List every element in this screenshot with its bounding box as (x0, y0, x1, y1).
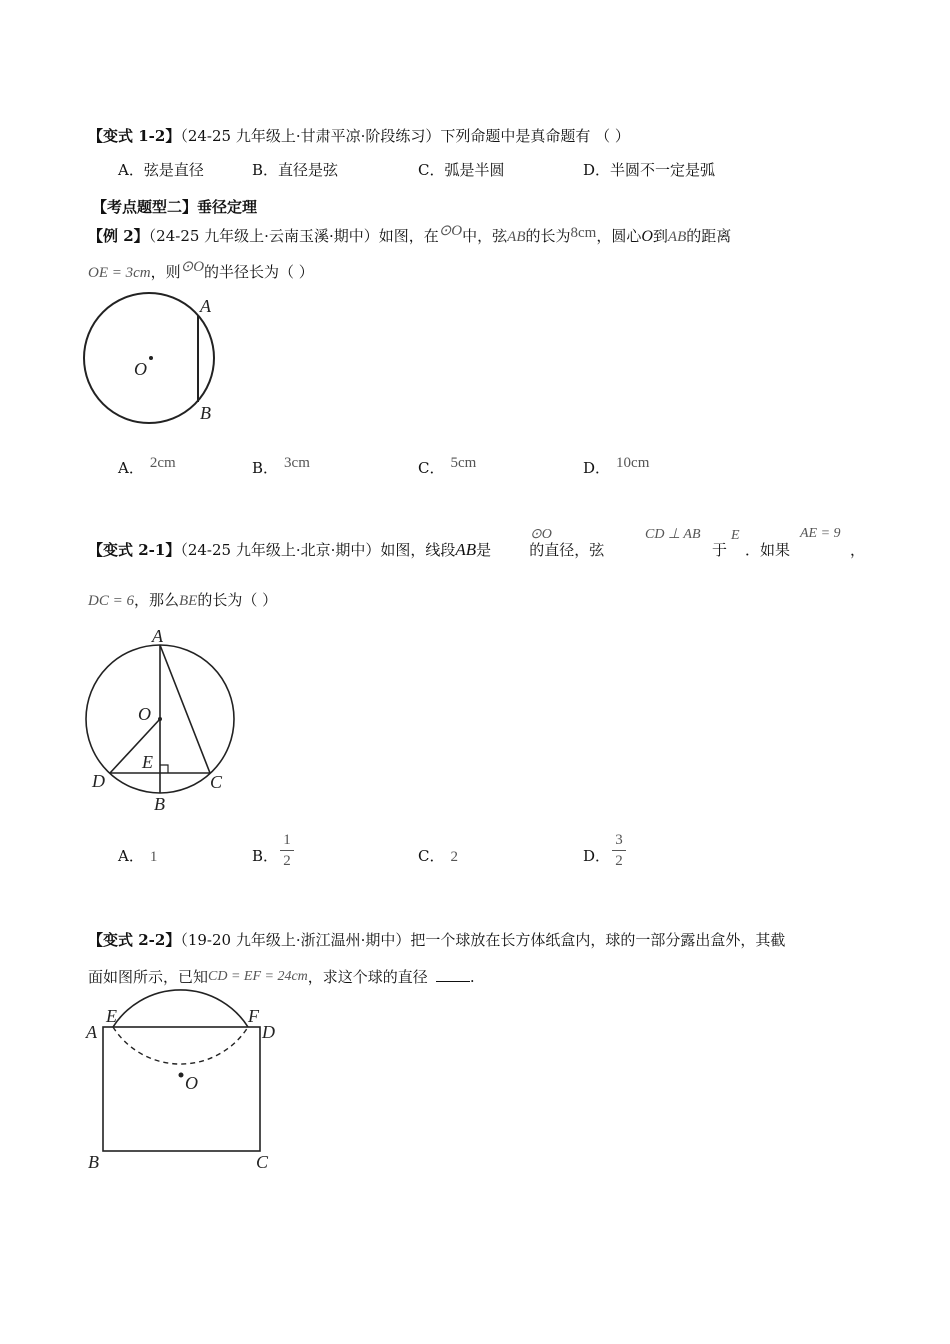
option-c: C． 5cm (418, 455, 477, 477)
math-circle-o: ⊙O (180, 259, 205, 275)
text-fragment: 的直径，弦 (529, 541, 605, 559)
label-b: B (200, 403, 211, 423)
question-tag: 【变式 2-1】 (88, 541, 181, 559)
text-fragment: 的长为（ ） (197, 591, 278, 609)
question-2-1-stem-line2 (88, 590, 277, 611)
text-fragment: ．如果 (745, 541, 791, 559)
math-ae: AE = 9 (800, 526, 841, 541)
option-a: A．弦是直径 (118, 161, 204, 179)
arc-hidden-dashed (113, 1027, 248, 1064)
text-fragment: 于 (712, 541, 728, 559)
question-text: （24-25 九年级上·甘肃平凉·阶段练习）下列命题中是真命题有 （ ） (180, 127, 630, 145)
math-ab: AB (667, 229, 687, 245)
right-angle-mark (160, 765, 168, 773)
math-cd-ef: CD = EF = 24cm (208, 969, 308, 984)
text-fragment: ，圆心 (596, 227, 642, 245)
math-length: 8cm (570, 225, 597, 241)
text-fragment: ， (850, 541, 866, 559)
center-point (179, 1073, 184, 1078)
math-dc: DC = 6 (88, 593, 134, 609)
text-fragment: 到 (652, 227, 668, 245)
math-o: O (641, 228, 653, 245)
math-oe: OE = 3cm (88, 265, 151, 281)
math-circle-o: ⊙O (438, 223, 463, 239)
label-a: A (152, 626, 163, 646)
label-o: O (185, 1073, 198, 1093)
section-title: 【考点题型二】垂径定理 (92, 198, 258, 216)
answer-blank[interactable] (436, 967, 470, 982)
question-2-2-figure (84, 1000, 284, 1180)
option-b: B．直径是弦 (252, 161, 339, 179)
option-c: C． 2 (418, 847, 458, 865)
question-tag: 【变式 1-2】 (88, 127, 181, 145)
text-fragment: 的长为 (525, 227, 571, 245)
text-fragment: 的半径长为（ ） (204, 263, 314, 281)
label-c: C (210, 772, 223, 792)
example-2-stem-line1 (88, 223, 732, 247)
option-b: B． 3cm (252, 455, 310, 477)
text-fragment: ，则 (150, 263, 181, 281)
math-e: E (731, 528, 740, 543)
label-d: D (92, 771, 105, 791)
segment-ac (160, 645, 210, 773)
question-tag: 【变式 2-2】 (88, 931, 181, 949)
label-o: O (134, 359, 147, 379)
label-f: F (248, 1006, 259, 1026)
text-fragment: （24-25 九年级上·北京·期中）如图，线段 (180, 541, 456, 559)
math-cd-perp-ab: CD ⊥ AB (645, 527, 701, 542)
example-2-figure (84, 294, 224, 424)
label-o: O (138, 704, 151, 724)
text-fragment: 的距离 (686, 227, 732, 245)
label-b: B (154, 794, 165, 814)
label-e: E (142, 752, 153, 772)
text-fragment: 中，弦 (462, 227, 508, 245)
question-tag: 【例 2】 (88, 227, 149, 245)
label-a: A (200, 296, 211, 316)
text-fragment: ，那么 (133, 591, 179, 609)
option-a: A． 2cm (118, 455, 176, 477)
center-point (158, 717, 162, 721)
question-2-1-stem-line1 (88, 540, 604, 560)
text-fragment: （24-25 九年级上·云南玉溪·期中）如图，在 (148, 227, 439, 245)
math-ab: AB (507, 229, 526, 245)
option-c: C．弧是半圆 (418, 161, 505, 179)
text-fragment: 面如图所示，已知 (88, 968, 209, 986)
option-d: D．半圆不一定是弧 (583, 161, 716, 179)
label-e: E (106, 1006, 117, 1026)
option-a: A． 1 (118, 847, 158, 865)
text-fragment: . (469, 968, 475, 986)
label-b: B (88, 1152, 99, 1172)
label-d: D (262, 1022, 275, 1042)
question-1-2-stem (88, 126, 630, 146)
option-d-fraction: 3 2 (612, 832, 626, 869)
text-fragment: ，求这个球的直径 (307, 968, 428, 986)
text-fragment: （19-20 九年级上·浙江温州·期中）把一个球放在长方体纸盒内，球的一部分露出盒外，其截 (180, 931, 786, 949)
question-2-1-figure (84, 626, 244, 816)
rectangle-abcd (103, 1027, 260, 1151)
math-ab: AB (455, 540, 477, 559)
example-2-stem-line2 (88, 259, 314, 283)
question-2-2-stem-line1 (88, 930, 785, 950)
option-d: D． (583, 847, 611, 865)
option-b-fraction: 1 2 (280, 832, 294, 869)
label-a: A (86, 1022, 97, 1042)
text-fragment: 是 (476, 541, 492, 559)
option-d: D． 10cm (583, 455, 650, 477)
arc-ef-above (113, 990, 248, 1027)
question-2-2-stem-line2 (88, 967, 475, 989)
label-c: C (256, 1152, 269, 1172)
math-be: BE (178, 593, 198, 609)
center-point (149, 356, 153, 360)
math-circle-o: ⊙O (530, 527, 552, 542)
option-b: B． (252, 847, 279, 865)
